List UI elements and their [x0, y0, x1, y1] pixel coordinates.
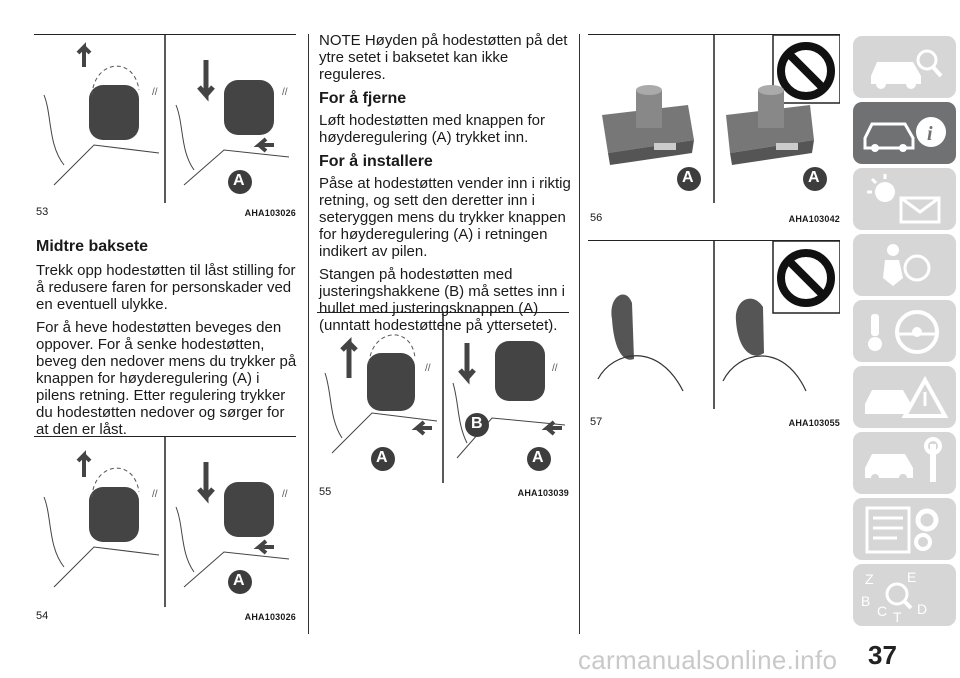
figure-56-label-a-left: A	[682, 169, 694, 186]
figure-55-number: 55	[319, 486, 332, 498]
tab-technical-specifications[interactable]	[853, 498, 956, 560]
figure-53-number: 53	[36, 206, 49, 218]
svg-text:C: C	[877, 603, 888, 619]
figure-54-number: 54	[36, 610, 49, 622]
install-text-2: Stangen på hodestøtten med justeringshakkene (B) må settes inn i hullet med justeringsknappen (A) (unntatt hodestøttene på yttersetet).	[319, 266, 565, 334]
figure-56	[588, 34, 840, 203]
car-wrench-icon	[853, 432, 956, 494]
section-title-midtre-baksete: Midtre baksete	[36, 238, 149, 255]
svg-text://: //	[552, 363, 558, 374]
svg-text://: //	[152, 489, 158, 500]
svg-text:T: T	[893, 609, 902, 625]
svg-text://: //	[282, 87, 288, 98]
figure-56-code: AHA103042	[788, 214, 840, 224]
figure-55-label-a-left: A	[376, 449, 388, 466]
figure-53-label-a: A	[233, 172, 245, 189]
specifications-gear-icon	[853, 498, 956, 560]
figure-57-caption	[590, 414, 840, 428]
install-text-1: Påse at hodestøtten vender inn i riktig retning, og sett den deretter inn i seteryggen mens du trykker knappen for høyderegulering (A) i retningen indikert av pilen.	[319, 175, 571, 260]
tab-emergency[interactable]	[853, 366, 956, 428]
figure-54-caption	[36, 608, 296, 622]
remove-text: Løft hodestøtten med knappen for høyderegulering (A) trykket inn.	[319, 112, 545, 146]
section-title-remove: For å fjerne	[319, 90, 407, 107]
watermark: carmanualsonline.info	[578, 645, 838, 675]
note-text: NOTE Høyden på hodestøtten på det ytre setet i baksetet kan ikke reguleres.	[319, 32, 568, 83]
svg-text://: //	[152, 87, 158, 98]
tab-car-info[interactable]	[853, 102, 956, 164]
tab-starting-driving[interactable]	[853, 300, 956, 362]
column-divider-2	[579, 34, 580, 634]
tab-safety[interactable]	[853, 234, 956, 296]
paragraph-adjust-headrest: For å heve hodestøtten beveges den oppover. For å senke hodestøtten, beveg den nedover mens du trykker på knappen for høyderegulering (A) i pilens retning. Etter regulering trykker du hodestøtten nedover og sørger for at den er låst.	[36, 319, 297, 438]
figure-57-number: 57	[590, 416, 603, 428]
svg-text:Z: Z	[865, 571, 874, 587]
figure-53-caption	[36, 204, 296, 218]
figure-53	[34, 34, 296, 203]
svg-text://: //	[425, 363, 431, 374]
figure-55-label-a-right: A	[532, 449, 544, 466]
left-text-column	[36, 238, 298, 438]
tab-index[interactable]	[853, 564, 956, 626]
index-letters-icon	[853, 564, 956, 626]
figure-57	[588, 240, 840, 409]
figure-54-label-a: A	[233, 572, 245, 589]
svg-text:E: E	[907, 569, 917, 585]
steering-key-icon	[853, 300, 956, 362]
figure-57-code: AHA103055	[788, 418, 840, 428]
car-search-icon	[853, 36, 956, 98]
svg-text:B: B	[861, 593, 871, 609]
figure-54-code: AHA103026	[244, 612, 296, 622]
section-title-install: For å installere	[319, 153, 433, 170]
figure-55-label-b: B	[471, 415, 483, 432]
svg-text://: //	[282, 489, 288, 500]
figure-53-code: AHA103026	[244, 208, 296, 218]
figure-56-number: 56	[590, 212, 603, 224]
figure-54	[34, 436, 296, 607]
figure-56-label-a-right: A	[808, 169, 820, 186]
figure-55	[317, 312, 569, 483]
warning-light-message-icon	[853, 168, 956, 230]
car-info-icon	[853, 102, 956, 164]
paragraph-lock-headrest: Trekk opp hodestøtten til låst stilling for å redusere faren for personskader ved en eventuell ulykke.	[36, 262, 296, 313]
column-divider-1	[308, 34, 309, 634]
car-warning-triangle-icon	[853, 366, 956, 428]
tab-warning-lights[interactable]	[853, 168, 956, 230]
svg-text:i: i	[927, 123, 933, 145]
tab-maintenance[interactable]	[853, 432, 956, 494]
airbag-safety-icon	[853, 234, 956, 296]
svg-text:D: D	[917, 601, 928, 617]
tab-car-search[interactable]	[853, 36, 956, 98]
figure-56-caption	[590, 210, 840, 224]
page-number: 37	[868, 640, 897, 670]
figure-55-code: AHA103039	[517, 488, 569, 498]
middle-text-column	[319, 32, 574, 334]
figure-55-caption	[319, 484, 569, 498]
